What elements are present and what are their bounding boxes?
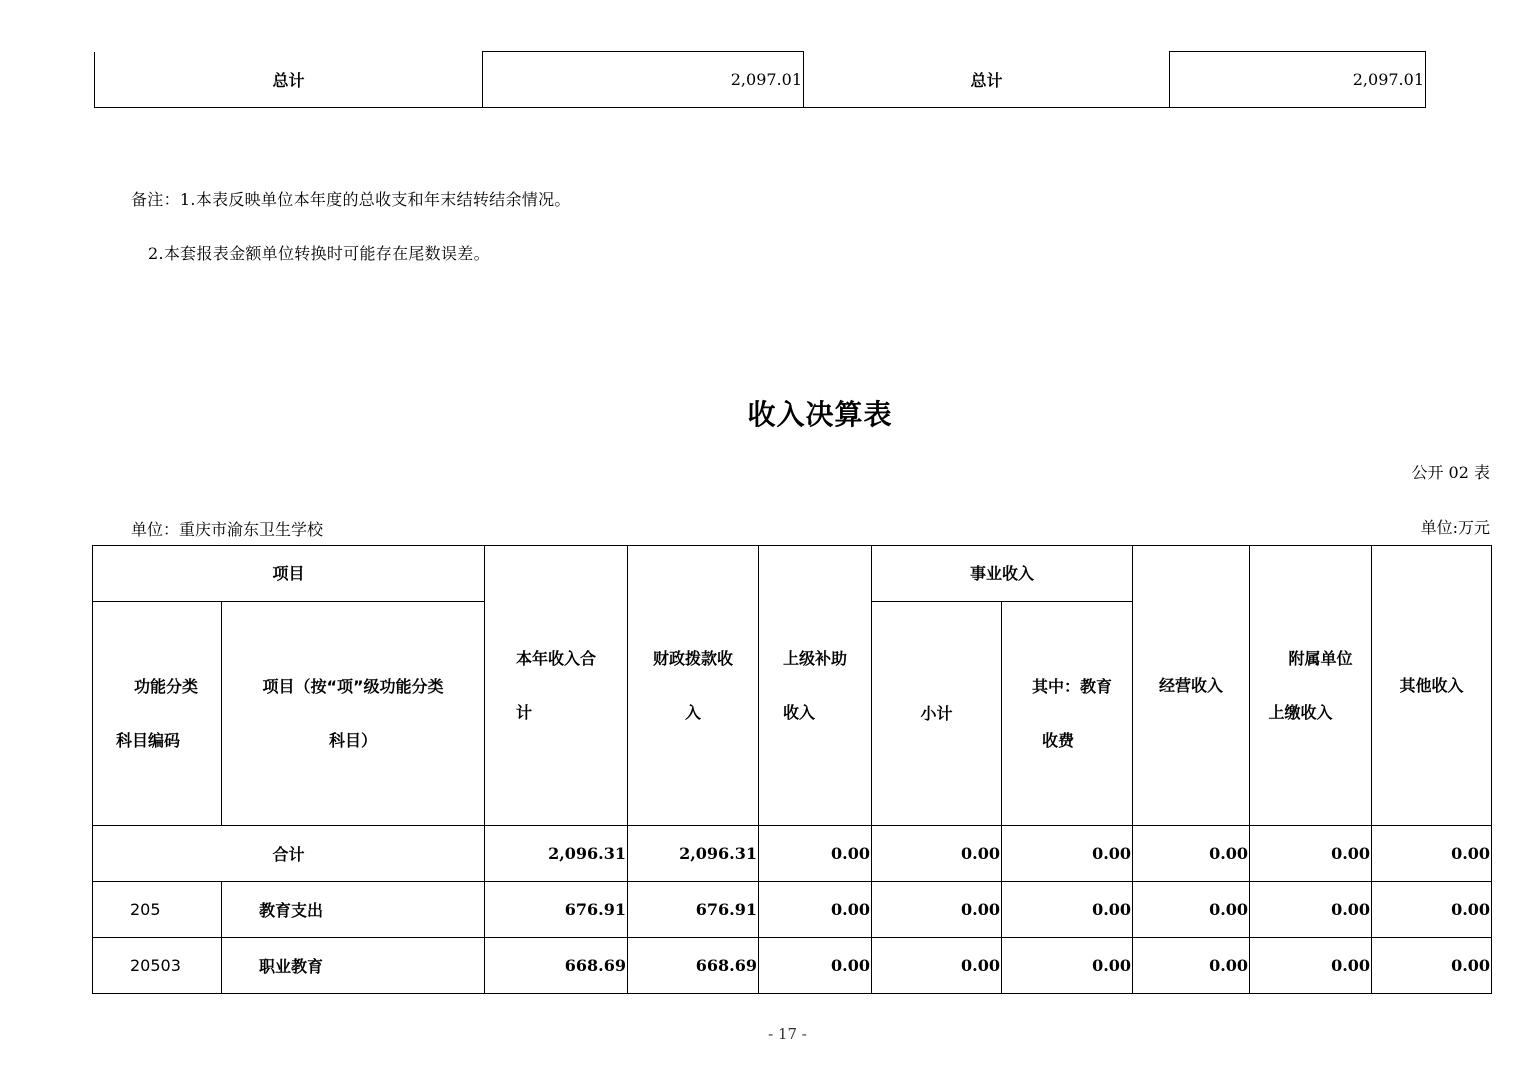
header-fiscal <box>628 546 759 826</box>
header-superior-line2: 收入 <box>783 702 816 722</box>
header-total-income-line1: 本年收入合 <box>516 648 597 668</box>
total-table <box>94 51 1426 108</box>
header-other-income: 其他收入 <box>1372 546 1492 826</box>
header-edu-fee-line1: 其中：教育 <box>1032 676 1113 696</box>
row-name: 职业教育 <box>222 938 485 994</box>
header-edu-fee-line2: 收费 <box>1042 730 1075 750</box>
total-left-label: 总计 <box>95 52 483 108</box>
header-project: 项目 <box>93 546 485 602</box>
header-project-name-line2: 科目） <box>329 730 378 750</box>
summary-row <box>93 826 1492 882</box>
row-other: 0.00 <box>1372 882 1492 938</box>
row-subtotal: 0.00 <box>872 882 1002 938</box>
total-row <box>95 52 1426 108</box>
header-affiliated <box>1250 546 1372 826</box>
header-operating-income: 经营收入 <box>1133 546 1250 826</box>
header-affiliated-line1: 附属单位 <box>1288 648 1353 668</box>
header-project-name <box>222 602 485 826</box>
header-project-name-line1: 项目（按“项”级功能分类 <box>262 676 444 696</box>
row-operating: 0.00 <box>1133 882 1250 938</box>
header-func-code <box>93 602 222 826</box>
summary-operating: 0.00 <box>1133 826 1250 882</box>
summary-label: 合计 <box>93 826 485 882</box>
page-number: - 17 - <box>768 1025 807 1043</box>
row-fiscal: 676.91 <box>628 882 759 938</box>
header-business-income: 事业收入 <box>872 546 1133 602</box>
summary-superior: 0.00 <box>759 826 872 882</box>
income-table <box>92 545 1492 994</box>
table-row <box>93 938 1492 994</box>
row-edu-fee: 0.00 <box>1002 882 1133 938</box>
total-right-label: 总计 <box>804 52 1170 108</box>
row-edu-fee: 0.00 <box>1002 938 1133 994</box>
note-line-1: 备注：1.本表反映单位本年度的总收支和年末结转结余情况。 <box>131 190 571 209</box>
header-fiscal-line1: 财政拨款收 <box>653 648 734 668</box>
table-title: 收入决算表 <box>747 398 893 431</box>
summary-affiliated: 0.00 <box>1250 826 1372 882</box>
row-affiliated: 0.00 <box>1250 882 1372 938</box>
header-func-code-line2: 科目编码 <box>115 730 180 750</box>
header-affiliated-line2: 上缴收入 <box>1268 702 1333 722</box>
header-total-income <box>485 546 628 826</box>
form-code: 公开 02 表 <box>1411 463 1490 482</box>
total-right-value: 2,097.01 <box>1170 52 1426 108</box>
row-name: 教育支出 <box>222 882 485 938</box>
row-affiliated: 0.00 <box>1250 938 1372 994</box>
header-edu-fee <box>1002 602 1133 826</box>
header-fiscal-line2: 入 <box>685 702 702 722</box>
table-row <box>93 882 1492 938</box>
header-func-code-line1: 功能分类 <box>133 676 198 696</box>
summary-edu-fee: 0.00 <box>1002 826 1133 882</box>
row-total-income: 676.91 <box>485 882 628 938</box>
header-superior <box>759 546 872 826</box>
header-superior-line1: 上级补助 <box>783 648 848 668</box>
row-code: 205 <box>93 882 222 938</box>
row-other: 0.00 <box>1372 938 1492 994</box>
summary-other: 0.00 <box>1372 826 1492 882</box>
summary-total-income: 2,096.31 <box>485 826 628 882</box>
row-superior: 0.00 <box>759 882 872 938</box>
row-total-income: 668.69 <box>485 938 628 994</box>
row-fiscal: 668.69 <box>628 938 759 994</box>
summary-subtotal: 0.00 <box>872 826 1002 882</box>
row-superior: 0.00 <box>759 938 872 994</box>
row-subtotal: 0.00 <box>872 938 1002 994</box>
note-line-2: 2.本套报表金额单位转换时可能存在尾数误差。 <box>148 244 490 263</box>
header-total-income-line2: 计 <box>516 702 533 722</box>
unit-name: 单位：重庆市渝东卫生学校 <box>131 520 324 539</box>
header-row-1 <box>93 546 1492 602</box>
row-code: 20503 <box>93 938 222 994</box>
row-operating: 0.00 <box>1133 938 1250 994</box>
summary-fiscal: 2,096.31 <box>628 826 759 882</box>
total-left-value: 2,097.01 <box>483 52 804 108</box>
unit-measure: 单位:万元 <box>1420 518 1490 537</box>
header-subtotal: 小计 <box>872 602 1002 826</box>
